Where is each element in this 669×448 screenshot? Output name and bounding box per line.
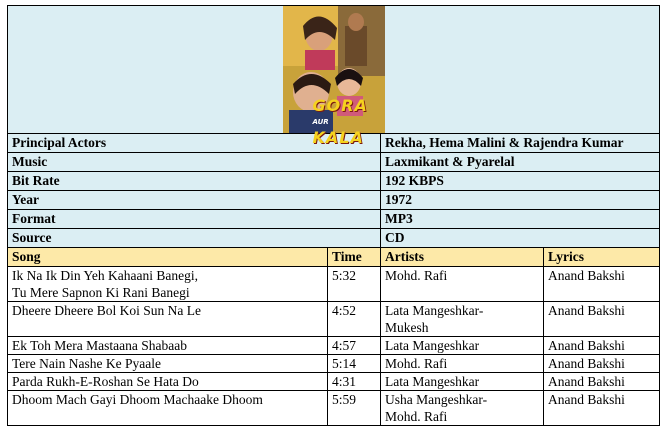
lyrics-cell: Anand Bakshi: [544, 391, 660, 426]
info-label: Format: [8, 210, 381, 229]
table-row: [8, 391, 660, 426]
artists-cell: Mohd. Rafi: [381, 267, 544, 302]
song-cell: Ek Toh Mera Mastaana Shabaab: [8, 337, 328, 355]
info-value: 192 KBPS: [381, 172, 660, 191]
lyrics-cell: Anand Bakshi: [544, 302, 660, 337]
table-row: [8, 302, 660, 337]
time-cell: 5:14: [328, 355, 381, 373]
table-row: [8, 267, 660, 302]
header-song: Song: [8, 248, 328, 267]
info-label: Year: [8, 191, 381, 210]
artists-cell: [381, 391, 544, 426]
song-cell: Parda Rukh-E-Roshan Se Hata Do: [8, 373, 328, 391]
artist-line1: Lata Mangeshkar-: [385, 303, 484, 318]
info-row-music: [8, 153, 660, 172]
time-cell: 4:31: [328, 373, 381, 391]
table-row: [8, 337, 660, 355]
info-label: Source: [8, 229, 381, 248]
artists-cell: Lata Mangeshkar: [381, 337, 544, 355]
table-row: [8, 355, 660, 373]
time-cell: 5:59: [328, 391, 381, 426]
poster-title-kala: KALA: [312, 128, 364, 147]
time-cell: 5:32: [328, 267, 381, 302]
poster-title-gora: GORA: [312, 96, 368, 115]
header-lyrics: Lyrics: [544, 248, 660, 267]
artists-cell: [381, 302, 544, 337]
time-cell: 4:52: [328, 302, 381, 337]
info-row-bitrate: [8, 172, 660, 191]
info-value: Rekha, Hema Malini & Rajendra Kumar: [381, 134, 660, 153]
time-cell: 4:57: [328, 337, 381, 355]
lyrics-cell: Anand Bakshi: [544, 355, 660, 373]
info-row-format: [8, 210, 660, 229]
info-value: CD: [381, 229, 660, 248]
artists-cell: Lata Mangeshkar: [381, 373, 544, 391]
info-value: MP3: [381, 210, 660, 229]
song-title: Ik Na Ik Din Yeh Kahaani Banegi,: [12, 268, 198, 283]
song-cell: [8, 267, 328, 302]
lyrics-cell: Anand Bakshi: [544, 373, 660, 391]
album-poster: [283, 6, 385, 147]
info-label: Bit Rate: [8, 172, 381, 191]
album-table: [7, 5, 660, 426]
artists-cell: Mohd. Rafi: [381, 355, 544, 373]
song-cell: Dheere Dheere Bol Koi Sun Na Le: [8, 302, 328, 337]
info-label: Music: [8, 153, 381, 172]
poster-title: [313, 98, 385, 147]
info-label: Principal Actors: [8, 134, 381, 153]
tracks-header-row: [8, 248, 660, 267]
artist-line2: Mukesh: [385, 320, 429, 335]
artist-line1: Usha Mangeshkar-: [385, 392, 488, 407]
info-row-year: [8, 191, 660, 210]
info-value: 1972: [381, 191, 660, 210]
table-row: [8, 373, 660, 391]
lyrics-cell: Anand Bakshi: [544, 267, 660, 302]
song-cell: Dhoom Mach Gayi Dhoom Machaake Dhoom: [8, 391, 328, 426]
header-artists: Artists: [381, 248, 544, 267]
poster-title-aur: AUR: [312, 118, 329, 126]
lyrics-cell: Anand Bakshi: [544, 337, 660, 355]
artist-line2: Mohd. Rafi: [385, 409, 448, 424]
info-value: Laxmikant & Pyarelal: [381, 153, 660, 172]
info-row-source: [8, 229, 660, 248]
header-time: Time: [328, 248, 381, 267]
song-cell: Tere Nain Nashe Ke Pyaale: [8, 355, 328, 373]
song-title-line2: Tu Mere Sapnon Ki Rani Banegi: [12, 285, 190, 300]
